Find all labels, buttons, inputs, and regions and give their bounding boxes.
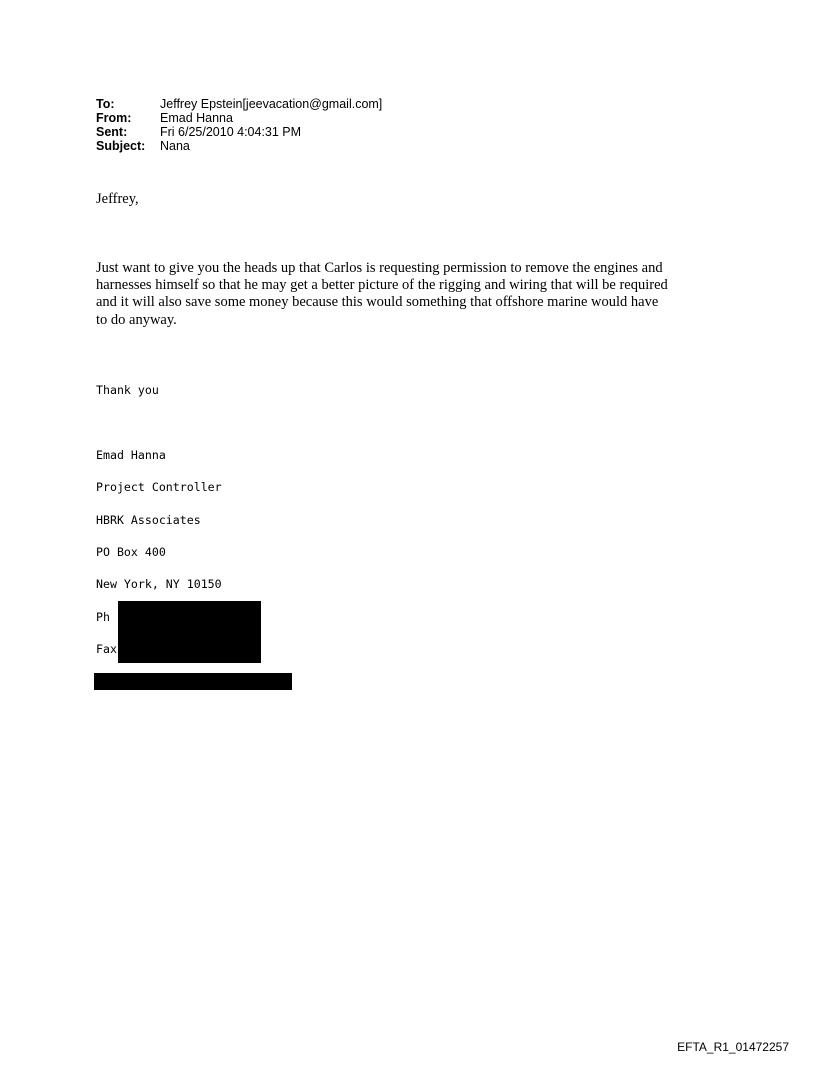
from-row: [96, 111, 382, 125]
from-value: Emad Hanna: [160, 111, 233, 125]
sent-value: Fri 6/25/2010 4:04:31 PM: [160, 125, 302, 139]
from-label: From:: [96, 111, 132, 125]
to-value: Jeffrey Epstein[jeevacation@gmail.com]: [160, 97, 383, 111]
greeting: Jeffrey,: [96, 191, 139, 207]
subject-row: [96, 139, 382, 153]
signature-city: New York, NY 10150: [96, 577, 222, 591]
phone-label: Ph: [96, 610, 110, 624]
signature-company: HBRK Associates: [96, 513, 201, 527]
closing: Thank you: [96, 383, 159, 397]
signature-title: Project Controller: [96, 480, 222, 494]
subject-label: Subject:: [96, 139, 146, 153]
body-line: Just want to give you the heads up that Carlos is requesting permission to remove the engines and: [96, 260, 663, 276]
body-line: harnesses himself so that he may get a better picture of the rigging and wiring that will be required: [96, 277, 668, 294]
redaction-phone-fax: [118, 601, 261, 663]
email-header: [96, 97, 382, 153]
body-paragraph: [96, 260, 736, 329]
to-row: [96, 97, 382, 111]
body-line: to do anyway.: [96, 311, 177, 328]
to-label: To:: [96, 97, 115, 111]
fax-label: Fax: [96, 642, 117, 656]
signature-po-box: PO Box 400: [96, 545, 166, 559]
body-line: and it will also save some money because this would something that offshore marine would have: [96, 294, 659, 311]
sent-label: Sent:: [96, 125, 128, 139]
sent-row: [96, 125, 382, 139]
subject-value: Nana: [160, 139, 190, 153]
document-id: EFTA_R1_01472257: [677, 1040, 789, 1054]
signature-name: Emad Hanna: [96, 448, 166, 462]
redaction-email: [94, 673, 292, 690]
